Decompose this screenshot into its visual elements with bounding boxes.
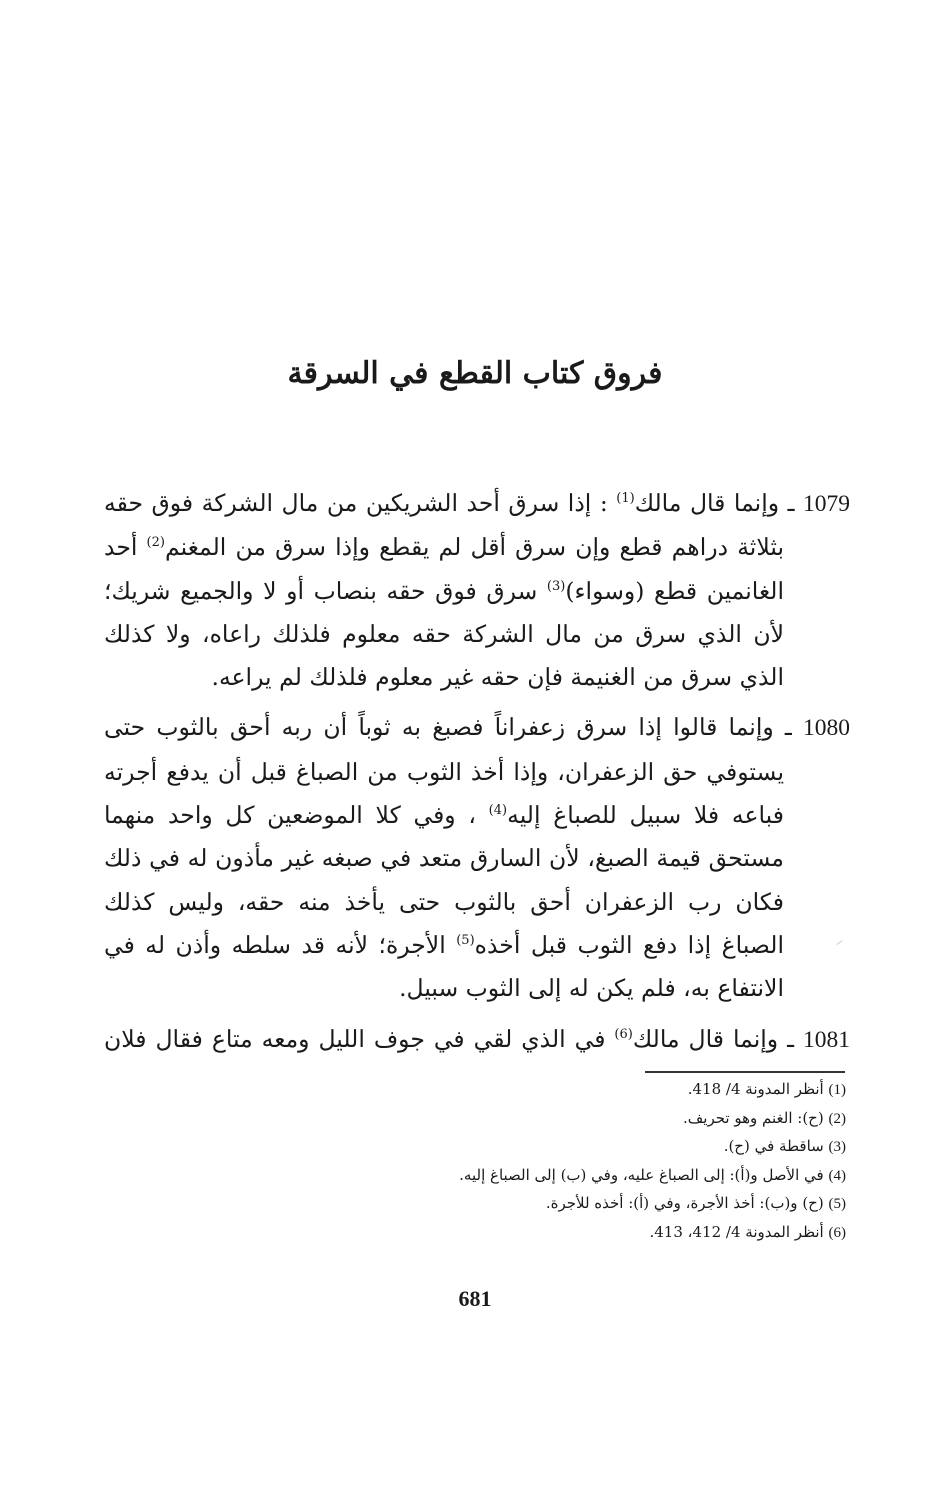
page-number: 681 [458,1286,492,1311]
paragraph-1081 [104,1018,850,1062]
footnote-text: أنظر المدونة 4/ 412، 413. [649,1222,824,1241]
paragraph-number: 1079 [803,491,850,517]
footnote-2 [280,1105,846,1134]
footnote-text: في الأصل و(أ): إلى الصباغ عليه، وفي (ب) إلى الصباغ إليه. [459,1165,824,1184]
footnote-ref: (3) [546,578,566,594]
footnote-number: (5) [828,1196,846,1213]
footnote-ref: (6) [614,1026,633,1042]
main-text [104,482,850,1069]
footnote-number: (6) [828,1224,846,1241]
paragraph-text: أحد الغانمين قطع (وسواء) [104,533,784,605]
paragraph-text: سرق فوق حقه بنصاب أو لا والجميع شريك؛ لأن الذي سرق من مال الشركة حقه معلوم فلذلك راعاه، ولا كذلك الذي سرق من الغنيمة فإن حقه غير معلوم فلذلك لم يراعه. [104,576,784,692]
footnote-4 [280,1162,846,1191]
footnote-ref: (4) [488,803,508,819]
paragraph-dash: ـ [779,489,803,517]
footnote-text: ساقطة في (ح). [723,1137,824,1156]
paragraph-text: في الذي لقي في جوف الليل ومعه متاع فقال فلان [104,1024,615,1053]
footnote-6 [280,1219,846,1248]
footnotes [280,1076,846,1248]
footnote-divider [645,1071,845,1073]
footnote-number: (2) [828,1110,846,1127]
footnote-text: (ح) و(ب): أخذ الأجرة، وفي (أ): أخذه للأجرة. [545,1194,824,1213]
footnote-number: (4) [828,1167,846,1184]
paragraph-text: : إذا سرق أحد الشريكين من مال الشركة فوق حقه بثلاثة دراهم قطع وإن سرق أقل لم يقطع وإذا سرق من المغنم [104,489,784,562]
paragraph-number: 1081 [803,1026,850,1053]
footnote-text: (ح): الغنم وهو تحريف. [682,1108,824,1127]
paragraph-dash: ـ [778,1024,803,1053]
footnote-number: (3) [828,1139,846,1156]
chapter-title: فروق كتاب القطع في السرقة [287,356,663,392]
paragraph-dash: ـ [773,713,803,742]
paragraph-text: ، وفي كلا الموضعين كل واحد منهما مستحق قيمة الصبغ، لأن السارق متعد في صبغه غير مأذون له في ذلك فكان رب الزعفران أحق بالثوب حتى يأخذ منه حقه، وليس كذلك الصباغ إذا دفع الثوب قبل أخذه [104,801,784,959]
footnote-text: أنظر المدونة 4/ 418. [687,1080,824,1098]
paragraph-number: 1080 [803,715,850,742]
footnote-5 [280,1190,846,1219]
footnote-ref: (5) [456,932,475,948]
footnote-ref: (1) [616,491,635,506]
paragraph-text: وإنما قال مالك [634,489,780,517]
paragraph-text: وإنما قال مالك [632,1024,779,1053]
footnote-ref: (2) [146,535,165,551]
paragraph-text: وإنما قالوا إذا سرق زعفراناً فصبغ به ثوباً أن ربه أحق بالثوب حتى يستوفي حق الزعفران، وإذا أخذ الثوب من الصباغ قبل أن يدفع أجرته فباعه فلا سبيل للصباغ إليه [104,713,784,830]
paragraph-1080 [104,706,850,1010]
footnote-1 [280,1076,846,1105]
paragraph-text: الأجرة؛ لأنه قد سلطه وأذن له في الانتفاع به، فلم يكن له إلى الثوب سبيل. [104,930,784,1003]
footnote-3 [280,1133,846,1162]
paragraph-1079 [104,482,850,699]
footnote-number: (1) [828,1082,846,1098]
